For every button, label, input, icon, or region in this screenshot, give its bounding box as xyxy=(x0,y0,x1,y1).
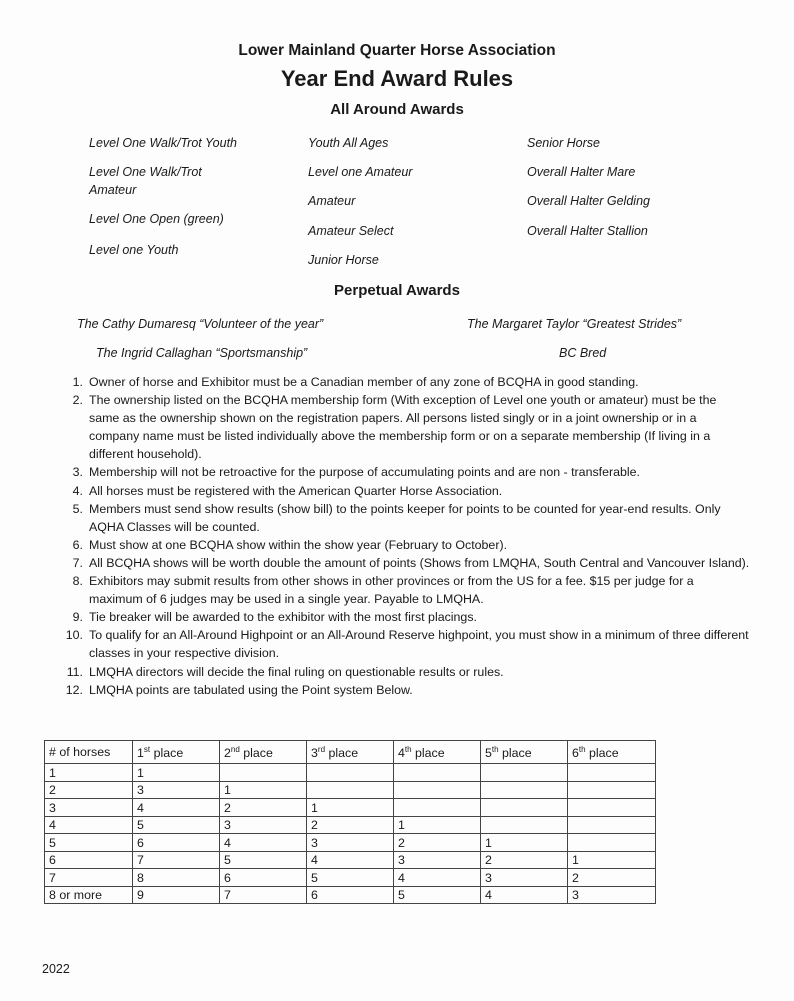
rule-item xyxy=(50,608,750,626)
rule-item xyxy=(50,500,750,536)
table-cell: 4 xyxy=(394,869,481,887)
table-cell: 9 xyxy=(133,886,220,904)
rules-list xyxy=(50,373,750,699)
table-cell: 5 xyxy=(394,886,481,904)
table-cell: 4 xyxy=(45,816,133,834)
table-cell: 6 xyxy=(307,886,394,904)
award-item: Level one Youth xyxy=(89,243,179,257)
table-cell: 7 xyxy=(220,886,307,904)
award-item: Overall Halter Stallion xyxy=(527,224,648,238)
rule-text: Exhibitors may submit results from other shows in other provinces or from the US for a fee. $15 per judge for a maximum of 6 judges may be used in a single year. Payable to LMQHA. xyxy=(89,574,694,607)
header-text: 6 xyxy=(572,746,579,761)
award-item: Level One Open (green) xyxy=(89,212,224,226)
table-cell: 5 xyxy=(220,851,307,869)
table-cell: 2 xyxy=(394,834,481,852)
table-cell: 4 xyxy=(307,851,394,869)
table-cell: 1 xyxy=(307,799,394,817)
rule-text: LMQHA points are tabulated using the Point system Below. xyxy=(89,682,413,697)
table-cell: 5 xyxy=(133,816,220,834)
table-cell: 3 xyxy=(307,834,394,852)
rule-number: 5. xyxy=(72,501,83,516)
header-ordinal-suffix: th xyxy=(491,745,499,755)
award-item: Amateur Select xyxy=(308,224,394,238)
header-ordinal-suffix: nd xyxy=(230,745,240,755)
table-cell: 3 xyxy=(133,781,220,799)
rule-text: LMQHA directors will decide the final ruling on questionable results or rules. xyxy=(89,664,504,679)
header-text: place xyxy=(411,746,445,761)
rule-text: All BCQHA shows will be worth double the amount of points (Shows from LMQHA, South Central and Vancouver Island). xyxy=(89,555,750,570)
table-cell: 4 xyxy=(481,886,568,904)
rule-number: 2. xyxy=(72,393,83,408)
table-row xyxy=(45,834,656,852)
rule-item xyxy=(50,663,750,681)
award-item: Level One Walk/Trot Youth xyxy=(89,136,237,150)
table-cell xyxy=(568,781,656,799)
table-cell: 7 xyxy=(133,851,220,869)
award-item: Overall Halter Gelding xyxy=(527,194,650,208)
all-around-heading: All Around Awards xyxy=(330,101,464,118)
rule-item xyxy=(50,626,750,662)
table-cell xyxy=(568,764,656,782)
rule-text: To qualify for an All-Around Highpoint or an All-Around Reserve highpoint, you must show in a minimum of three different classes in your respective division. xyxy=(89,628,749,661)
award-item: Level One Walk/Trot xyxy=(89,165,202,179)
rule-number: 4. xyxy=(72,483,83,498)
table-cell xyxy=(568,816,656,834)
header-text: place xyxy=(239,746,273,761)
table-header-cell xyxy=(220,741,307,764)
header-ordinal-suffix: th xyxy=(404,745,412,755)
table-cell xyxy=(394,764,481,782)
rule-text: Membership will not be retroactive for the purpose of accumulating points and are non - transferable. xyxy=(89,465,640,480)
table-cell: 1 xyxy=(220,781,307,799)
table-cell: 3 xyxy=(394,851,481,869)
table-cell: 8 xyxy=(133,869,220,887)
header-text: 1 xyxy=(137,746,144,761)
table-cell xyxy=(481,764,568,782)
table-cell: 4 xyxy=(133,799,220,817)
table-cell: 3 xyxy=(481,869,568,887)
header-ordinal-suffix: st xyxy=(143,745,151,755)
rule-text: Must show at one BCQHA show within the show year (February to October). xyxy=(89,537,508,552)
award-item: Amateur xyxy=(308,194,356,208)
table-row xyxy=(45,851,656,869)
table-cell: 1 xyxy=(45,764,133,782)
organization-name: Lower Mainland Quarter Horse Association xyxy=(238,42,556,59)
perpetual-award-item: The Margaret Taylor “Greatest Strides” xyxy=(467,317,682,331)
header-ordinal-suffix: th xyxy=(578,745,586,755)
rule-item xyxy=(50,373,750,391)
table-header-cell xyxy=(307,741,394,764)
table-cell xyxy=(394,781,481,799)
table-header-cell xyxy=(481,741,568,764)
table-cell: 3 xyxy=(568,886,656,904)
perpetual-award-item: The Cathy Dumaresq “Volunteer of the year” xyxy=(77,317,324,331)
table-cell xyxy=(307,781,394,799)
points-table xyxy=(44,740,656,904)
table-cell: 1 xyxy=(568,851,656,869)
rule-text: All horses must be registered with the American Quarter Horse Association. xyxy=(89,483,503,498)
header-text: place xyxy=(150,746,184,761)
table-cell: 5 xyxy=(45,834,133,852)
table-cell xyxy=(394,799,481,817)
rule-item xyxy=(50,572,750,608)
table-row xyxy=(45,816,656,834)
table-cell: 4 xyxy=(220,834,307,852)
rule-item xyxy=(50,391,750,463)
award-item: Amateur xyxy=(89,183,137,197)
rule-number: 10. xyxy=(65,628,83,643)
table-cell: 1 xyxy=(481,834,568,852)
table-header-cell xyxy=(133,741,220,764)
table-cell: 2 xyxy=(568,869,656,887)
table-cell: 1 xyxy=(133,764,220,782)
rule-item xyxy=(50,536,750,554)
header-text: 5 xyxy=(485,746,492,761)
table-row xyxy=(45,799,656,817)
award-item: Level one Amateur xyxy=(308,165,413,179)
rule-text: Tie breaker will be awarded to the exhibitor with the most first placings. xyxy=(89,610,477,625)
table-cell xyxy=(568,799,656,817)
header-ordinal-suffix: rd xyxy=(317,745,326,755)
award-item: Junior Horse xyxy=(308,253,379,267)
table-cell: 3 xyxy=(45,799,133,817)
rule-number: 9. xyxy=(72,610,83,625)
table-cell xyxy=(481,799,568,817)
table-header-row xyxy=(45,741,656,764)
header-text: 2 xyxy=(224,746,231,761)
table-row xyxy=(45,764,656,782)
header-text: place xyxy=(585,746,619,761)
award-item: Senior Horse xyxy=(527,136,600,150)
rule-number: 3. xyxy=(72,465,83,480)
header-text: place xyxy=(498,746,532,761)
header-text: 4 xyxy=(398,746,405,761)
perpetual-awards-heading: Perpetual Awards xyxy=(334,282,460,299)
table-cell: 2 xyxy=(220,799,307,817)
award-item: Overall Halter Mare xyxy=(527,165,636,179)
rule-number: 12. xyxy=(65,682,83,697)
rule-number: 8. xyxy=(72,574,83,589)
rule-text: Members must send show results (show bill) to the points keeper for points to be counted for year-end results. Only AQHA Classes will be counted. xyxy=(89,501,721,534)
table-cell xyxy=(481,816,568,834)
table-header-cell xyxy=(568,741,656,764)
page-title: Year End Award Rules xyxy=(280,66,514,91)
table-cell: 7 xyxy=(45,869,133,887)
table-cell: 6 xyxy=(133,834,220,852)
rule-number: 1. xyxy=(72,375,83,389)
table-row xyxy=(45,886,656,904)
table-cell: 2 xyxy=(481,851,568,869)
perpetual-award-item: BC Bred xyxy=(559,346,607,360)
header-text: # of horses xyxy=(49,744,111,759)
rule-item xyxy=(50,681,750,699)
table-cell: 3 xyxy=(220,816,307,834)
rule-number: 7. xyxy=(72,555,83,570)
footer-year: 2022 xyxy=(42,962,70,976)
table-cell xyxy=(481,781,568,799)
award-item: Youth All Ages xyxy=(308,136,389,150)
table-cell: 6 xyxy=(45,851,133,869)
table-cell: 1 xyxy=(394,816,481,834)
rule-number: 6. xyxy=(72,537,83,552)
rule-number: 11. xyxy=(66,664,83,679)
table-row xyxy=(45,781,656,799)
table-header-cell xyxy=(394,741,481,764)
rule-item xyxy=(50,482,750,500)
table-row xyxy=(45,869,656,887)
table-cell: 2 xyxy=(45,781,133,799)
table-cell: 8 or more xyxy=(45,886,133,904)
table-cell: 2 xyxy=(307,816,394,834)
table-cell: 6 xyxy=(220,869,307,887)
table-header-cell xyxy=(45,741,133,764)
perpetual-award-item: The Ingrid Callaghan “Sportsmanship” xyxy=(96,346,308,360)
rule-item xyxy=(50,554,750,572)
rule-item xyxy=(50,463,750,481)
table-cell xyxy=(568,834,656,852)
header-text: place xyxy=(325,746,359,761)
table-cell: 5 xyxy=(307,869,394,887)
header-text: 3 xyxy=(311,746,318,761)
rule-text: Owner of horse and Exhibitor must be a Canadian member of any zone of BCQHA in good standing. xyxy=(89,375,639,389)
rule-text: The ownership listed on the BCQHA membership form (With exception of Level one youth or amateur) must be the same as the ownership shown on the registration papers. All persons listed singly or in a joint ownership or in a company name must be listed individually above the membership form or on a separate membership (If living in a different household). xyxy=(89,393,717,462)
table-cell xyxy=(307,764,394,782)
table-cell xyxy=(220,764,307,782)
